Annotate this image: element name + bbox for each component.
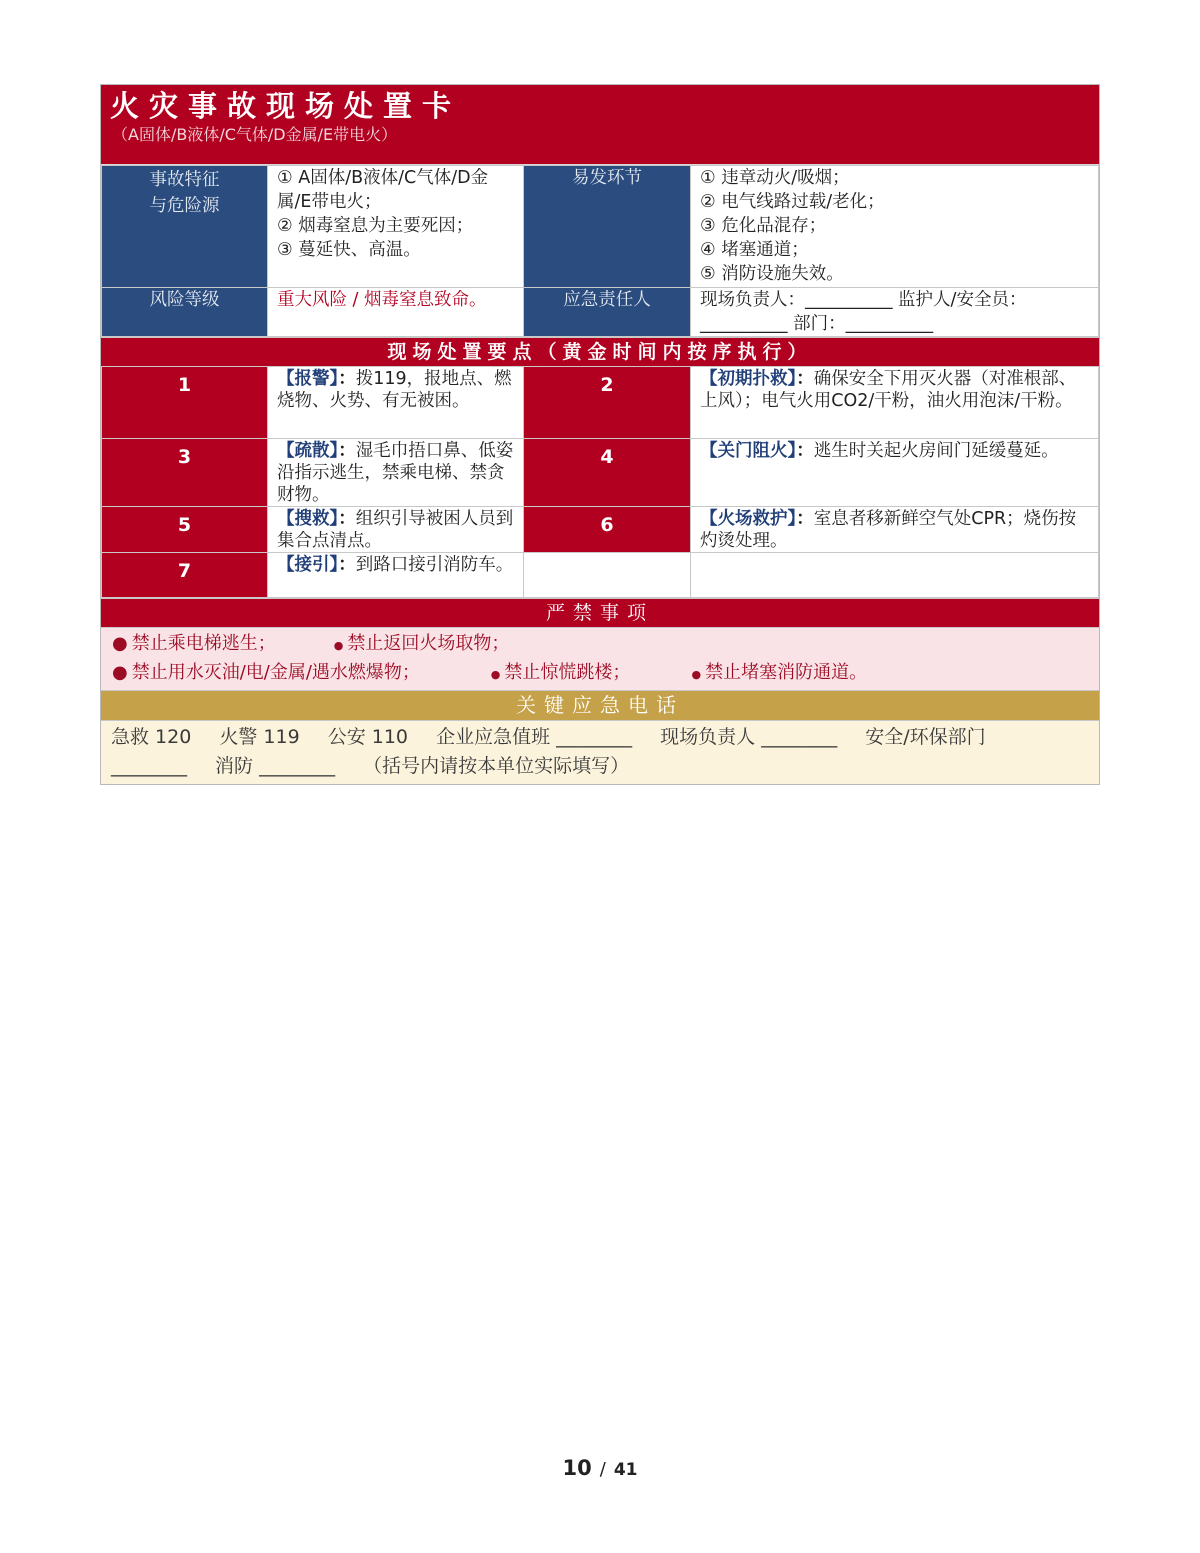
features-cell (268, 166, 524, 288)
step-number: 2 (524, 367, 691, 439)
bullet-icon: ● (333, 639, 344, 652)
empty-cell (691, 553, 1099, 598)
links-label: 易发环节 (524, 166, 691, 288)
fire-emergency-card (100, 84, 1100, 785)
phone-item: 现场负责人 ________ (660, 726, 838, 748)
forbidden-item: ● 禁止惊慌跳楼； (491, 659, 686, 688)
bullet-icon: ● (691, 668, 702, 681)
link-item: ③ 危化品混存； (700, 216, 827, 236)
page-number (0, 1456, 1200, 1480)
phones-header: 关键应急电话 (101, 690, 1099, 720)
step-keyword: 【关门阻火】 (700, 441, 797, 461)
phones-list (101, 720, 1099, 784)
risk-label: 风险等级 (102, 288, 268, 337)
step-number: 6 (524, 507, 691, 553)
info-table (101, 165, 1099, 337)
step-body: 到路口接引消防车。 (355, 555, 514, 575)
card-title: 火灾事故现场处置卡 (110, 89, 462, 123)
forbidden-header: 严禁事项 (101, 598, 1099, 627)
step-keyword: 【火场救护】 (700, 509, 797, 529)
step-text: 【报警】：拨119，报地点、燃烧物、火势、有无被困。 (268, 367, 524, 439)
link-item: ② 电气线路过载/老化； (700, 192, 885, 212)
forbidden-item: ● 禁止堵塞消防通道。 (691, 659, 867, 688)
step-text: 【疏散】：湿毛巾捂口鼻、低姿沿指示逃生，禁乘电梯、禁贪财物。 (268, 439, 524, 507)
step-keyword: 【初期扑救】 (700, 369, 797, 389)
step-keyword: 【疏散】 (277, 441, 339, 461)
step-keyword: 【报警】 (277, 369, 339, 389)
phone-item: 急救 120 (111, 726, 192, 748)
card-header (101, 85, 1099, 165)
steps-header: 现场处置要点（黄金时间内按序执行） (101, 337, 1099, 366)
step-number: 3 (102, 439, 268, 507)
total-pages: 41 (613, 1460, 638, 1480)
step-keyword: 【接引】 (277, 555, 339, 575)
card-subtitle: （A固体/B液体/C气体/D金属/E带电火） (112, 125, 398, 144)
step-text: 【接引】：到路口接引消防车。 (268, 553, 524, 598)
feature-item: ③ 蔓延快、高温。 (277, 240, 421, 260)
step-body: 湿毛巾捂口鼻、低姿沿指示逃生，禁乘电梯、禁贪财物。 (277, 441, 514, 505)
phone-item: 公安 110 (327, 726, 409, 748)
step-number: 5 (102, 507, 268, 553)
phone-item: 企业应急值班 ________ (436, 726, 633, 748)
links-cell (691, 166, 1099, 288)
responsible-label: 应急责任人 (524, 288, 691, 337)
steps-table (101, 366, 1099, 598)
step-body: 室息者移新鲜空气处CPR；烧伤按灼烫处理。 (700, 509, 1077, 551)
step-number: 1 (102, 367, 268, 439)
link-item: ④ 堵塞通道； (700, 240, 809, 260)
forbidden-list (101, 627, 1099, 690)
forbidden-item: ● 禁止用水灭油/电/金属/遇水燃爆物； (112, 659, 485, 686)
step-body: 组织引导被困人员到集合点清点。 (277, 509, 514, 551)
step-text: 【搜救】：组织引导被困人员到集合点清点。 (268, 507, 524, 553)
features-label: 事故特征 与危险源 (102, 166, 268, 288)
link-item: ① 违章动火/吸烟； (700, 168, 850, 188)
empty-cell (524, 553, 691, 598)
page-separator: / (599, 1459, 606, 1480)
feature-item: ① A固体/B液体/C气体/D金属/E带电火； (277, 168, 489, 212)
step-text: 【初期扑救】：确保安全下用灭火器（对准根部、上风）；电气火用CO2/干粉，油火用泡沫/干粉。 (691, 367, 1099, 439)
risk-value: 重大风险 / 烟毒窒息致命。 (268, 288, 524, 337)
link-item: ⑤ 消防设施失效。 (700, 264, 844, 284)
bullet-icon: ● (490, 668, 501, 681)
step-body: 逃生时关起火房间门延缓蔓延。 (813, 441, 1059, 461)
bullet-icon: ● (112, 633, 128, 654)
step-text: 【火场救护】：室息者移新鲜空气处CPR；烧伤按灼烫处理。 (691, 507, 1099, 553)
forbidden-item: ● 禁止返回火场取物； (334, 630, 510, 659)
current-page: 10 (562, 1456, 592, 1480)
phone-item: 消防 ________ (215, 755, 336, 777)
step-number: 4 (524, 439, 691, 507)
step-body: 拨119，报地点、燃烧物、火势、有无被困。 (277, 369, 512, 411)
step-body: 确保安全下用灭火器（对准根部、上风）；电气火用CO2/干粉，油火用泡沫/干粉。 (700, 369, 1077, 411)
phone-item: 火警 119 (219, 726, 300, 748)
step-text: 【关门阻火】：逃生时关起火房间门延缓蔓延。 (691, 439, 1099, 507)
step-keyword: 【搜救】 (277, 509, 339, 529)
phone-item: 安全/环保部门 ________ (111, 726, 986, 777)
bullet-icon: ● (112, 662, 128, 683)
phone-item: （括号内请按本单位实际填写） (363, 755, 630, 777)
feature-item: ② 烟毒窒息为主要死因； (277, 216, 474, 236)
step-number: 7 (102, 553, 268, 598)
responsible-value: 现场负责人：__________ 监护人/安全员：__________ 部门：__________ (691, 288, 1099, 337)
forbidden-item: ● 禁止乘电梯逃生； (112, 630, 328, 657)
